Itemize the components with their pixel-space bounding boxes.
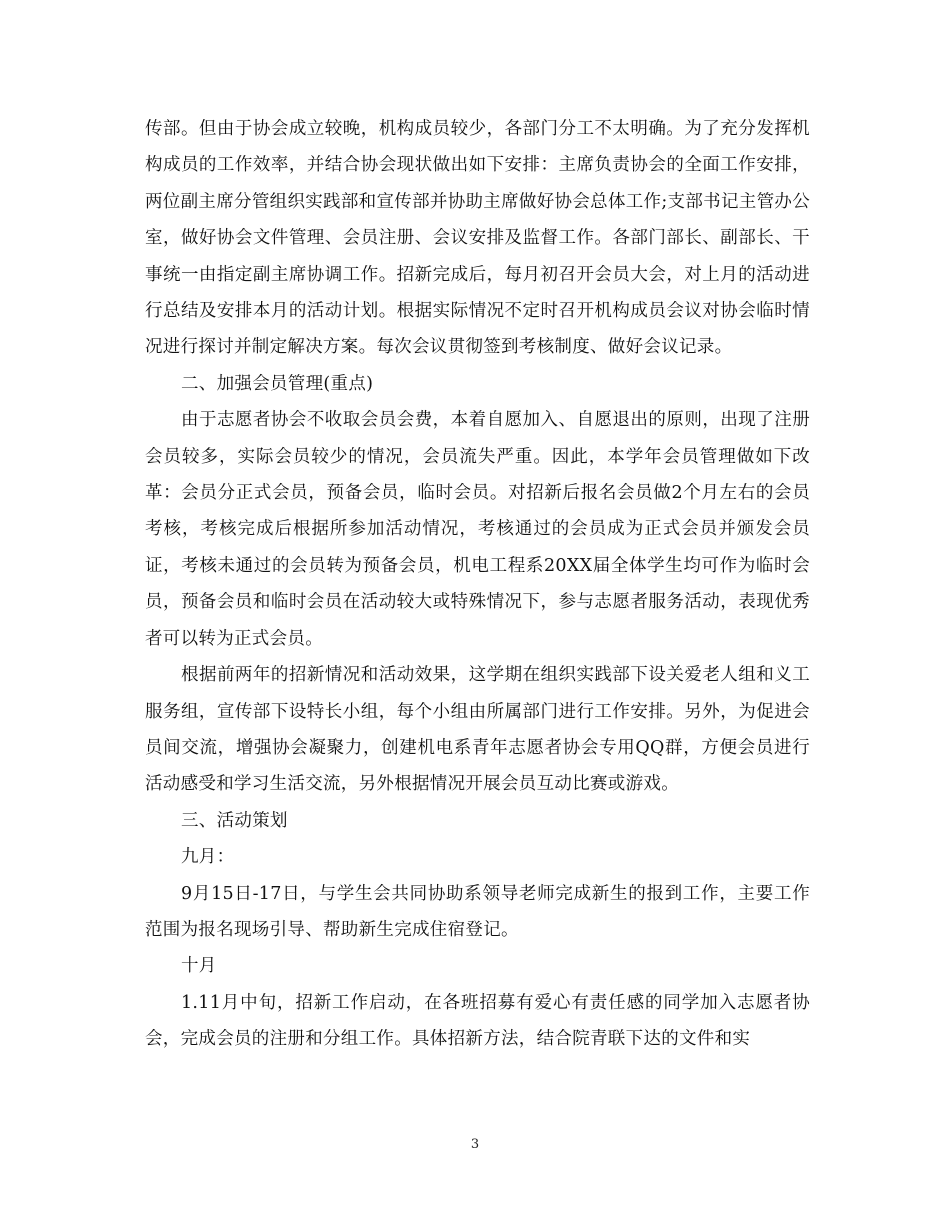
paragraph-member-management: 由于志愿者协会不收取会员会费，本着自愿加入、自愿退出的原则，出现了注册会员较多，实际会员较少的情况，会员流失严重。因此，本学年会员管理做如下改革：会员分正式会员，预备会员，临时会员。对招新后报名会员做2个月左右的会员考核，考核完成后根据所参加活动情况，考核通过的会员成为正式会员并颁发会员证，考核未通过的会员转为预备会员，机电工程系20XX届全体学生均可作为临时会员，预备会员和临时会员在活动较大或特殊情况下，参与志愿者服务活动，表现优秀者可以转为正式会员。 [145, 410, 810, 649]
month-heading-october: 十月 [181, 956, 217, 977]
section-heading-activity-planning: 三、活动策划 [181, 810, 288, 831]
page-number: 3 [470, 1137, 480, 1152]
paragraph-organization-continued: 传部。但由于协会成立较晚，机构成员较少，各部门分工不太明确。为了充分发挥机构成员的工作效率，并结合协会现状做出如下安排：主席负责协会的全面工作安排，两位副主席分管组织实践部和宣传部并协助主席做好协会总体工作;支部书记主管办公室，做好协会文件管理、会员注册、会议安排及监督工作。各部门部长、副部长、干事统一由指定副主席协调工作。招新完成后，每月初召开会员大会，对上月的活动进行总结及安排本月的活动计划。根据实际情况不定时召开机构成员会议对协会临时情况进行探讨并制定解决方案。每次会议贯彻签到考核制度、做好会议记录。 [145, 119, 810, 358]
document-body [145, 111, 810, 1058]
paragraph-recruitment: 1.11月中旬，招新工作启动，在各班招募有爱心有责任感的同学加入志愿者协会，完成会员的注册和分组工作。具体招新方法，结合院青联下达的文件和实 [145, 992, 810, 1050]
section-heading-member-management: 二、加强会员管理(重点) [181, 373, 374, 394]
month-heading-september: 九月： [181, 847, 235, 868]
paragraph-group-setup: 根据前两年的招新情况和活动效果，这学期在组织实践部下设关爱老人组和义工服务组，宣传部下设特长小组，每个小组由所属部门进行工作安排。另外，为促进会员间交流，增强协会凝聚力，创建机电系青年志愿者协会专用QQ群，方便会员进行活动感受和学习生活交流，另外根据情况开展会员互动比赛或游戏。 [145, 665, 810, 795]
paragraph-september-activity: 9月15日-17日，与学生会共同协助系领导老师完成新生的报到工作，主要工作范围为报名现场引导、帮助新生完成住宿登记。 [145, 883, 810, 940]
